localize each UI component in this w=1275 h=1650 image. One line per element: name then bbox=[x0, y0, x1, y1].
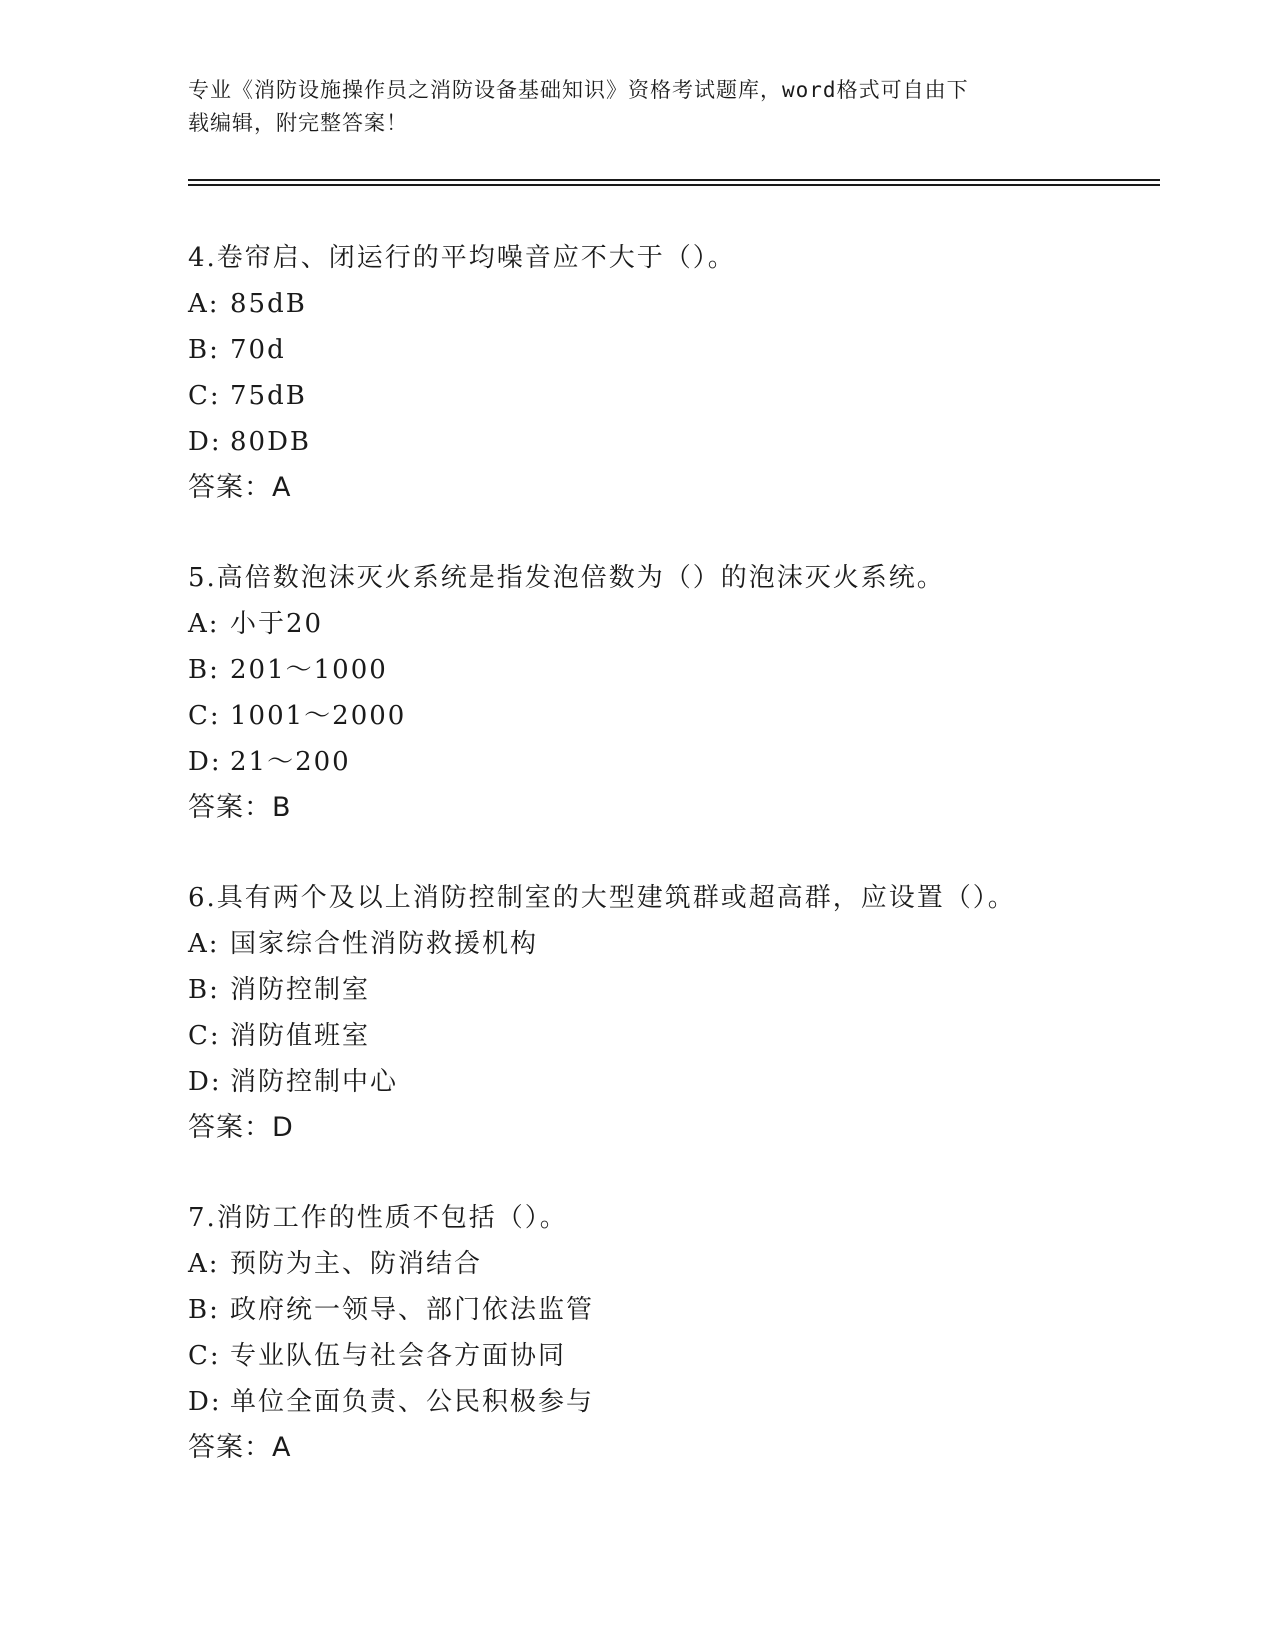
answer-line: 答案：B bbox=[188, 792, 292, 823]
header-line-1: 专业《消防设施操作员之消防设备基础知识》资格考试题库，word格式可自由下 bbox=[188, 78, 969, 102]
question-stem: 6.具有两个及以上消防控制室的大型建筑群或超高群，应设置（）。 bbox=[188, 883, 1016, 913]
option-key: B: bbox=[188, 975, 220, 1005]
option-key: C: bbox=[188, 701, 221, 731]
answer-line: 答案：A bbox=[188, 1432, 292, 1463]
option-a bbox=[188, 601, 1168, 647]
option-a bbox=[188, 921, 1168, 967]
question-block bbox=[188, 555, 1168, 831]
option-text: 小于20 bbox=[230, 609, 324, 639]
option-text: 国家综合性消防救援机构 bbox=[230, 929, 539, 959]
question-stem: 4.卷帘启、闭运行的平均噪音应不大于（）。 bbox=[188, 243, 736, 273]
option-text: 政府统一领导、部门依法监管 bbox=[230, 1295, 595, 1325]
option-text: 单位全面负责、公民积极参与 bbox=[230, 1387, 595, 1417]
option-d bbox=[188, 739, 1168, 785]
answer-line: 答案：D bbox=[188, 1112, 294, 1143]
option-text: 201～1000 bbox=[230, 655, 388, 685]
question-stem: 5.高倍数泡沫灭火系统是指发泡倍数为（）的泡沫灭火系统。 bbox=[188, 563, 945, 593]
option-key: A: bbox=[188, 929, 220, 959]
option-text: 85dB bbox=[230, 289, 307, 319]
option-key: A: bbox=[188, 1249, 220, 1279]
option-text: 1001～2000 bbox=[230, 701, 407, 731]
option-a bbox=[188, 281, 1168, 327]
question-stem: 7.消防工作的性质不包括（）。 bbox=[188, 1203, 568, 1233]
option-key: D: bbox=[188, 427, 222, 457]
question-block bbox=[188, 875, 1168, 1151]
document-header bbox=[188, 74, 1088, 140]
answer-line: 答案：A bbox=[188, 472, 292, 503]
question-block bbox=[188, 1195, 1168, 1471]
option-text: 预防为主、防消结合 bbox=[230, 1249, 483, 1279]
option-key: A: bbox=[188, 289, 220, 319]
option-d bbox=[188, 419, 1168, 465]
option-key: A: bbox=[188, 609, 220, 639]
option-d bbox=[188, 1379, 1168, 1425]
option-text: 消防控制室 bbox=[230, 975, 371, 1005]
option-text: 70d bbox=[230, 335, 286, 365]
option-c bbox=[188, 1013, 1168, 1059]
header-divider-bottom bbox=[188, 184, 1160, 186]
option-c bbox=[188, 693, 1168, 739]
option-key: D: bbox=[188, 747, 222, 777]
option-b bbox=[188, 967, 1168, 1013]
question-block bbox=[188, 235, 1168, 511]
option-c bbox=[188, 1333, 1168, 1379]
option-key: B: bbox=[188, 335, 220, 365]
option-key: D: bbox=[188, 1387, 222, 1417]
option-b bbox=[188, 1287, 1168, 1333]
option-text: 21～200 bbox=[230, 747, 351, 777]
option-key: C: bbox=[188, 381, 221, 411]
option-text: 消防值班室 bbox=[230, 1021, 371, 1051]
option-key: B: bbox=[188, 1295, 220, 1325]
option-key: C: bbox=[188, 1021, 221, 1051]
option-d bbox=[188, 1059, 1168, 1105]
option-b bbox=[188, 647, 1168, 693]
header-line-2: 载编辑，附完整答案！ bbox=[188, 111, 408, 135]
option-text: 专业队伍与社会各方面协同 bbox=[230, 1341, 567, 1371]
option-c bbox=[188, 373, 1168, 419]
option-text: 80DB bbox=[230, 427, 312, 457]
option-text: 消防控制中心 bbox=[230, 1067, 399, 1097]
option-text: 75dB bbox=[230, 381, 307, 411]
option-key: C: bbox=[188, 1341, 221, 1371]
option-a bbox=[188, 1241, 1168, 1287]
option-b bbox=[188, 327, 1168, 373]
header-divider-top bbox=[188, 179, 1160, 181]
option-key: B: bbox=[188, 655, 220, 685]
option-key: D: bbox=[188, 1067, 222, 1097]
